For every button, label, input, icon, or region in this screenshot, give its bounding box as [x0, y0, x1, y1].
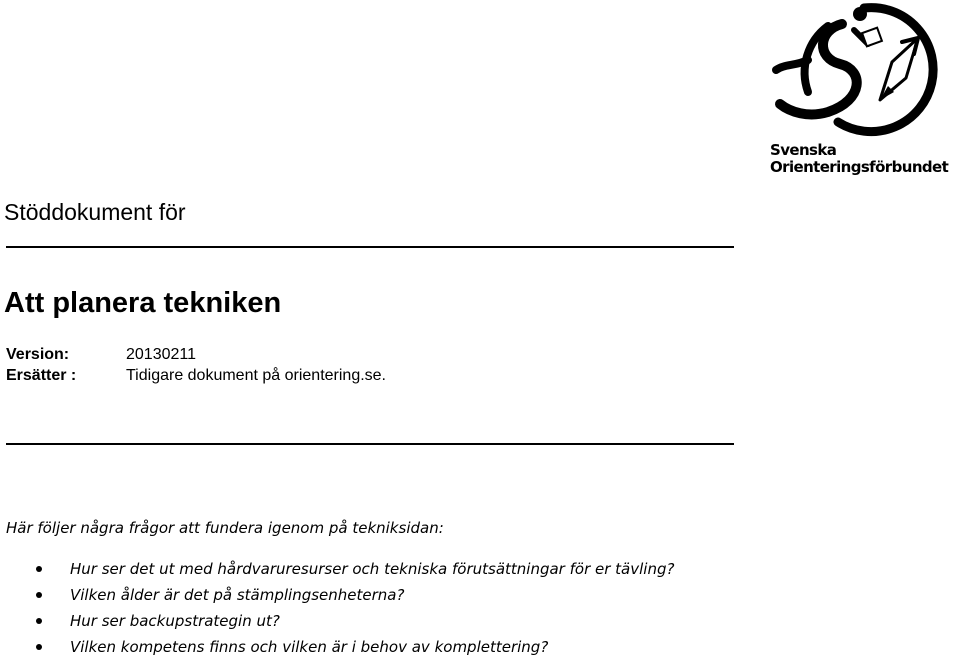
- bullet-icon: [36, 618, 42, 624]
- org-name-line-2: Orienteringsförbundet: [770, 158, 949, 176]
- org-name-line-1: Svenska: [770, 141, 837, 159]
- question-text: Hur ser det ut med hårdvaruresurser och tekniska förutsättningar för er tävling?: [70, 560, 675, 578]
- organization-logo: [762, 0, 960, 185]
- organization-name: [770, 142, 960, 176]
- version-row: [6, 345, 196, 365]
- replaces-row: [6, 366, 386, 386]
- top-divider: [6, 246, 734, 248]
- orienteering-runner-compass-icon: [768, 0, 960, 140]
- bottom-divider: [6, 443, 734, 445]
- bullet-icon: [36, 644, 42, 650]
- version-label: Version:: [6, 346, 70, 363]
- replaces-label: Ersätter :: [6, 367, 77, 384]
- question-text: Vilken ålder är det på stämplingsenheterna?: [70, 586, 405, 604]
- bullet-icon: [36, 592, 42, 598]
- document-title: Att planera tekniken: [4, 287, 282, 319]
- intro-text: Här följer några frågor att fundera igenom på tekniksidan:: [6, 519, 444, 537]
- question-text: Hur ser backupstrategin ut?: [70, 612, 280, 630]
- document-subtitle: Stöddokument för: [4, 199, 186, 225]
- bullet-icon: [36, 566, 42, 572]
- replaces-value: Tidigare dokument på orientering.se.: [126, 367, 386, 384]
- question-text: Vilken kompetens finns och vilken är i behov av komplettering?: [70, 638, 549, 656]
- version-value: 20130211: [126, 346, 196, 363]
